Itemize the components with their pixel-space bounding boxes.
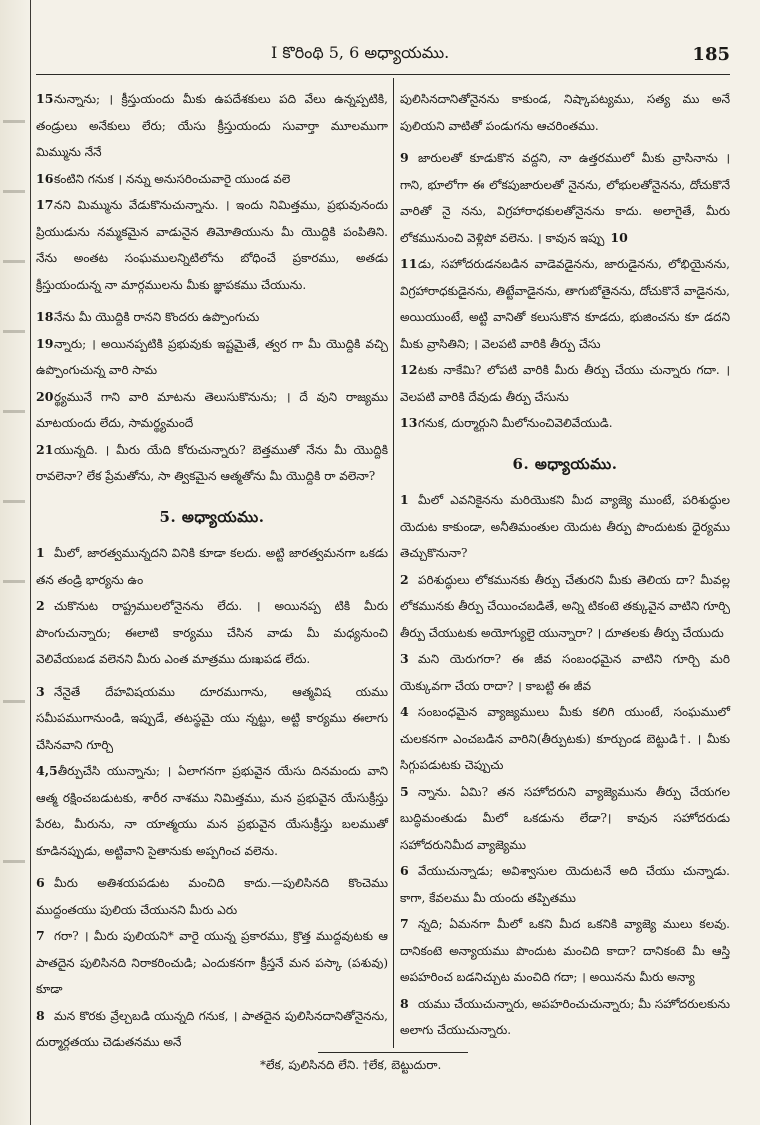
verse-text: చుకొనుట రాష్ట్రములలోనైనను లేదు. । అయినప్ప టికి మీరు పొంగుచున్నారు; ఈలాటి కార్యము చేసిన వాడు మీ మధ్యనుంచి వెలివేయబడ వలెనని మీరు ఎంత మాత్రము దుఃఖపడ లేదు. (36, 599, 388, 666)
facing-page-text-mark (3, 700, 25, 703)
verse-number: 3 (400, 651, 409, 666)
verse-text: నని మిమ్మును వేడుకొనుచున్నాను. । ఇందు నిమిత్తము, ప్రభువునందు ప్రియుడును నమ్మకమైన వాడునైన తిమోతియును మీ యొద్దికి పంపితిని. నేను అంతట సంఘములన్నిటిలోను బోధించే ప్రకారము, అతడు క్రీస్తుయందున్న నా మార్గములను మీకు జ్ఞాపకము చేయును. (36, 198, 388, 292)
verse-text: పరిశుద్ధులు లోకమునకు తీర్పు చేతురని మీకు తెలియ దా? మీవల్ల లోకమునకు తీర్పు చేయించబడితే, అన్ని టికంటె తక్కువైన వాటిని గూర్చి తీర్పు చేయుటకు అయోగ్యులై యున్నారా? । దూతలకు తీర్పు చేయుదు (400, 572, 730, 640)
chapter-heading: 5. అధ్యాయము. (159, 507, 265, 526)
verse-text: పులిసినదానితోనైనను కాకుండ, నిష్కాపట్యము, సత్య ము అనే పులియని వాటితో పండుగను ఆచరింతము. (400, 92, 730, 133)
footnote-rule (318, 1052, 468, 1053)
verse-number: 5 (400, 783, 409, 799)
verse-text: గరా? । మీరు పులియని* వారై యున్న ప్రకారము, క్రొత్త ముద్దవుటకు ఆ పాతదైన పులిసినది నిరాకరించుడి; ఎందుకనగా క్రీస్తనే మన పస్కా (పశువు) కూడా (36, 929, 388, 996)
verse-number: 19 (36, 335, 54, 351)
verse-text: న్నాను. ఏమి? తన సహోదరుని వ్యాజ్యెమును తీర్పు చేయగల బుద్ధిమంతుడు మీలో ఒకడును లేడా?। కావున సహోదరుడు సహోదరునిమీద వ్యాజ్యెము (400, 784, 730, 852)
verse-paragraph (36, 192, 388, 298)
verse-text: న్నది; ఏమనగా మీలో ఒకని మీద ఒకనికి వ్యాజ్యె ములు కలవు. దానికంటె అన్యాయము పొందుట మంచిది కాదా? దానికంటె మీ ఆస్తి అపహరించ బడనిచ్చుట మంచిది గదా; । అయినను మీరు అన్యా (400, 917, 730, 984)
verse-number: 6 (36, 875, 45, 890)
verse-paragraph (36, 304, 388, 331)
verse-text: మన కొరకు వ్రేల్చబడి యున్నది గనుక, । పాతదైన పులిసినదానితోనైనను, దుర్మార్గతయు చెడుతనము అనే (36, 1008, 388, 1049)
verse-text: టకు నాకేమి? లోపటి వారికి మీరు తీర్పు చేయు చున్నారు గదా. । వెలపటి వారికి దేవుడు తీర్పు చేసును (400, 363, 730, 404)
verse-text: ర్థ్యమునే గాని వారి మాటను తెలుసుకొనును; । దే వుని రాజ్యము మాటయందు లేదు, సామర్థ్యమందే (36, 389, 388, 430)
verse-paragraph (400, 911, 730, 991)
facing-page-text-mark (3, 410, 25, 413)
verse-paragraph (400, 487, 730, 567)
page-number: 185 (692, 43, 730, 65)
verse-text: మీలో ఎవనికైనను మరియొకని మీద వ్యాజ్యె ముంటే, పరిశుద్ధుల యెదుట కాకుండా, అనీతిమంతుల యెదుట తీర్పు పొందుటకు ధైర్యము తెచ్చుకొనునా? (400, 493, 730, 560)
column-divider (393, 78, 394, 1048)
page-header (36, 40, 730, 68)
verse-paragraph (400, 779, 730, 859)
verse-paragraph (36, 593, 388, 673)
verse-text: యము చేయుచున్నారు, అపహరించుచున్నారు; మీ సహోదరులకును అలాగు చేయుచున్నారు. (400, 996, 730, 1037)
verse-number: 16 (36, 170, 54, 186)
facing-page-edge (0, 0, 31, 1125)
verse-paragraph (36, 758, 388, 864)
verse-number: 11 (400, 256, 418, 271)
verse-number: 18 (36, 309, 54, 324)
verse-paragraph (400, 699, 730, 779)
facing-page-text-mark (3, 500, 25, 503)
verse-paragraph (400, 646, 730, 699)
verse-paragraph (36, 166, 388, 193)
verse-number: 8 (400, 995, 409, 1011)
verse-text: డు, సహోదరుడనబడిన వాడెవడైనను, జారుడైనను, లోభియైనను, విగ్రహారాధకుడైనను, తిట్టేవాడైనను, తాగుబోతైనను, దోచుకొనే వాడైనను, అయియుంటే, అట్టి వానితో కలుసుకొన కూడదు, భుజించను కూ డదని మీకు వ్రాసితిని; । వెలపటి వారికి తీర్పు చేసు (400, 257, 730, 351)
verse-paragraph (36, 331, 388, 384)
verse-paragraph (36, 86, 388, 166)
verse-paragraph (400, 251, 730, 357)
verse-number: 20 (36, 388, 54, 404)
verse-text: నేనైతే దేహవిషయము దూరముగాను, ఆత్మవిష యము సమీపముగానుండి, ఇప్పుడే, తటస్థమై యు న్నట్టు, అట్టి కార్యము ఈలాగు చేసినవాని గూర్చి (36, 684, 388, 752)
verse-number: 15 (36, 91, 54, 106)
verse-text: నేను మీ యొద్దికి రానని కొందరు ఉప్పొంగుచు (54, 310, 260, 324)
verse-number: 8 (36, 1007, 45, 1023)
verse-number: 21 (36, 441, 54, 457)
facing-page-text-mark (3, 260, 25, 263)
verse-number: 1 (36, 545, 45, 560)
verse-number: 3 (36, 683, 45, 699)
verse-text: గనుక, దుర్మార్గుని మీలోనుంచివెలివేయుడి. (418, 416, 613, 430)
left-text-column (36, 86, 388, 1056)
verse-number: 13 (400, 415, 418, 430)
verse-number: 17 (36, 197, 54, 212)
verse-paragraph (400, 410, 730, 437)
verse-paragraph (400, 858, 730, 911)
verse-number: 6 (400, 863, 409, 878)
verse-paragraph (400, 145, 730, 251)
facing-page-text-mark (3, 120, 25, 123)
verse-paragraph (36, 870, 388, 923)
verse-number: 1 (400, 492, 409, 507)
verse-paragraph (36, 679, 388, 759)
verse-number: 4 (400, 704, 409, 719)
verse-text: యున్నది. । మీరు యేది కోరుచున్నారు? బెత్తముతో నేను మీ యొద్దికి రావలెనా? లేక ప్రేమతోను, సా త్వికమైన ఆత్మతోను మీ యొద్దికి రా వలెనా? (36, 442, 388, 483)
verse-text: మీరు అతిశయపడుట మంచిది కాదు.—పులిసినది కొంచెము ముద్దంతయు పులియ చేయునని మీరు ఎరు (36, 876, 388, 917)
verse-number: 2 (36, 598, 45, 613)
header-rule (36, 74, 730, 75)
footnote: *లేక, పులిసినది లేని. †లేక, బెట్టుదురా. (260, 1058, 442, 1072)
verse-text: కంటిని గనుక । నన్ను అనుసరించువారై యుండ వలె (54, 171, 291, 186)
verse-number: 9 (400, 150, 409, 165)
verse-number: 12 (400, 362, 418, 377)
verse-paragraph (36, 384, 388, 437)
verse-text: జారులతో కూడుకొన వద్దని, నా ఉత్తరములో మీకు వ్రాసినాను । గాని, భూలోగా ఈ లోకపుజారులతో నైనను, లోభులతోనైనను, దోచుకొనే వారితో నై నను, విగ్రహారాధకులతోనైనను కాదు. అలాగైతే, మీరు లోకమునుంచి వెళ్లిపో వలెను. । కావున ఇప్పు (400, 151, 730, 245)
verse-text: తీర్పుచేసి యున్నాను; । ఏలాగనగా ప్రభువైన యేసు దినమందు వాని ఆత్మ రక్షించబడుటకు, శారీర నాశము నిమిత్తము, మన ప్రభువైన యేసుక్రీస్తు పేరట, మీరును, నా యాత్మయు మన ప్రభువైన యేసుక్రీస్తు బలముతో కూడినప్పుడు, అట్టివాని సైతానుకు అప్పగించ వలెను. (36, 764, 388, 858)
verse-text: వేయుచున్నాడు; అవిశ్వాసుల యెదుటనే అది చేయు చున్నాడు. కాగా, కేవలము మీ యందు తప్పితము (400, 864, 730, 905)
verse-text: సంబంధమైన వ్యాజ్యములు మీకు కలిగి యుంటే, సంఘములో చులకనగా ఎంచబడిన వారిని(తీర్పుటకు) కూర్చుండ బెట్టుడి†. । మీకు సిగ్గుపడుటకు చెప్పుచు (400, 705, 730, 772)
verse-paragraph (36, 437, 388, 490)
verse-paragraph (400, 357, 730, 410)
chapter-heading: 6. అధ్యాయము. (512, 454, 618, 473)
verse-number: 4,5 (36, 763, 58, 778)
facing-page-text-mark (3, 190, 25, 193)
verse-paragraph (400, 567, 730, 647)
verse-number: 2 (400, 571, 409, 587)
facing-page-text-mark (3, 860, 25, 863)
verse-text: మీలో, జారత్వమున్నదని వినికి కూడా కలదు. అట్టి జారత్వమనగా ఒకడు తన తండ్రి భార్యను ఉం (36, 546, 388, 587)
verse-text: నున్నాను; । క్రీస్తుయందు మీకు ఉపదేశకులు పది వేలు ఉన్నప్పటికి, తండ్రులు అనేకులు లేరు; యేసు క్రీస్తుయందు సువార్తా మూలముగా మిమ్మును నేనే (36, 92, 388, 159)
verse-number: 7 (400, 916, 409, 931)
verse-paragraph (400, 991, 730, 1044)
verse-paragraph (36, 923, 388, 1003)
verse-text: మని యెరుగరా? ఈ జీవ సంబంధమైన వాటిని గూర్చి మరి యెక్కువగా చేయ రాదా? । కాబట్టి ఈ జీవ (400, 652, 730, 693)
verse-number: 7 (36, 928, 45, 943)
facing-page-text-mark (3, 580, 25, 583)
verse-text: న్నారు; । అయినప్పటికి ప్రభువుకు ఇష్టమైతే, త్వర గా మీ యొద్దికి వచ్చి ఉప్పొంగుచున్న వారి సామ (36, 336, 388, 377)
right-text-column (400, 86, 730, 1044)
verse-paragraph (400, 86, 730, 139)
verse-paragraph (36, 540, 388, 593)
verse-paragraph (36, 1003, 388, 1056)
facing-page-text-mark (3, 330, 25, 333)
verse-number: 10 (610, 229, 628, 245)
running-title: I కొరింథి 5, 6 అధ్యాయము. (271, 42, 450, 62)
